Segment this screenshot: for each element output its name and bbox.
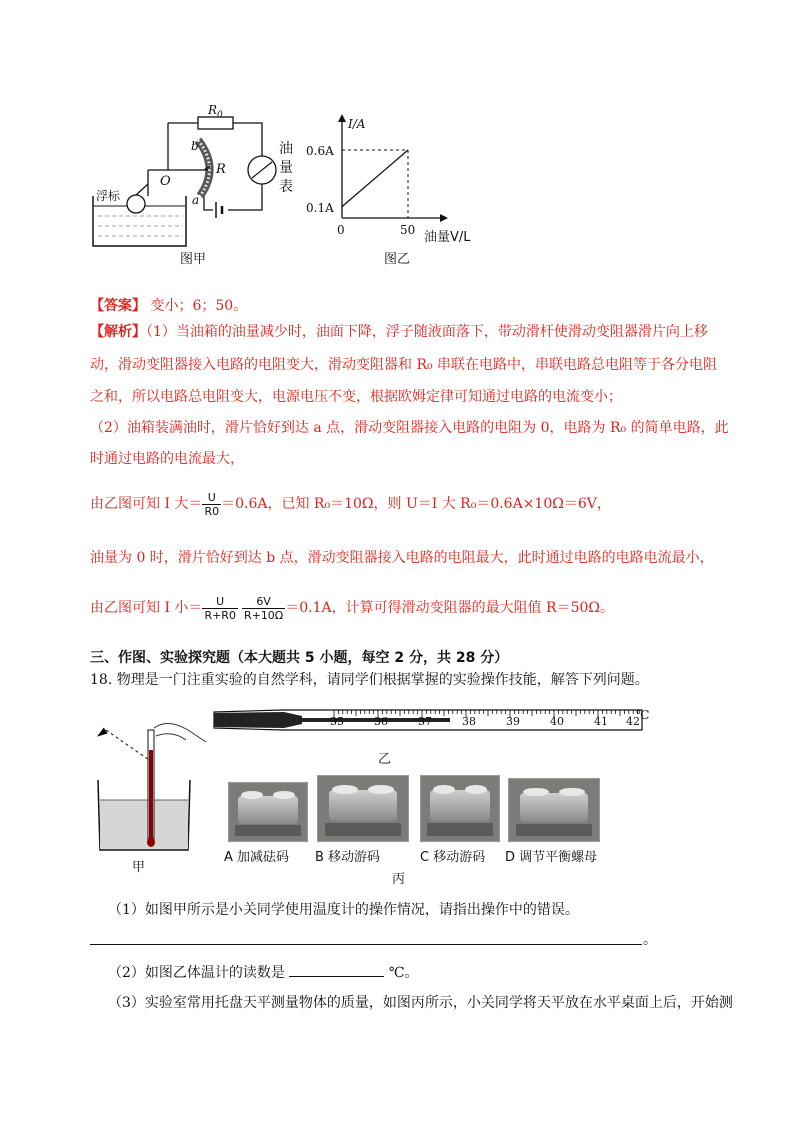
analysis-p1-l1: 【解析】（1）当油箱的油量减少时，油面下降，浮子随液面落下，带动滑杆使滑动变阻器滑片向上移 (90, 324, 708, 340)
q18-sub1-end: 。 (643, 932, 657, 948)
answer-tag: 【答案】 (90, 298, 146, 314)
analysis-p2-l2: 时通过电路的电流最大， (90, 451, 244, 467)
equation-1: 由乙图可知 I 大＝ $\frac{U}{R0}$ ＝0.6A，已知 R₀＝10Ω，则 U＝I 大 R₀＝0.6A×10Ω＝6V， (90, 490, 611, 518)
circuit-diagram (88, 98, 298, 268)
x-tick-50: 50 (400, 223, 416, 237)
answer-text: 变小；6；50。 (150, 298, 248, 314)
x-tick-0: 0 (337, 223, 345, 237)
q18-stem: 18. 物理是一门注重实验的自然学科，请同学们根据掌握的实验操作技能，解答下列问题。 (90, 672, 649, 688)
analysis-p1-l2: 动，滑动变阻器接入电路的电阻变大，滑动变阻器和 R₀ 串联在电路中，串联电路总电阻等于各分电阻 (90, 357, 718, 373)
answer-line (90, 296, 247, 316)
balance-photo-b (317, 775, 409, 842)
float-label: 浮标 (96, 189, 121, 203)
photo-label-b: B 移动游码 (315, 850, 381, 865)
series-line (342, 150, 408, 207)
a-label: a (192, 193, 200, 207)
analysis-p3: 油量为 0 时，滑片恰好到达 b 点，滑动变阻器接入电路的电阻最大，此时通过电路的电路电流最小， (90, 550, 714, 566)
q18-sub1-answer-line[interactable] (90, 944, 642, 945)
analysis-p1-l3: 之和，所以电路总电阻变大，电源电压不变，根据欧姆定律可知通过电路的电流变小； (90, 389, 622, 405)
analysis-p2-l1: （2）油箱装满油时，滑片恰好到达 a 点，滑动变阻器接入电路的电阻为 0，电路为 R₀ 的简单电路，此 (90, 420, 729, 436)
meter-label: 油 量 表 (279, 141, 293, 195)
photo-label-d: D 调节平衡螺母 (505, 850, 598, 865)
thermo-scale-labels: 35 36 37 38 39 40 41 42 (330, 715, 640, 728)
float-ball (127, 195, 145, 213)
thermo-unit: ℃ (636, 708, 650, 722)
q18-sub1: （1）如图甲所示是小关同学使用温度计的操作情况，请指出操作中的错误。 (108, 902, 579, 918)
q18-sub2: （2）如图乙体温计的读数是 ℃。 (108, 962, 419, 983)
q18-fig-yi-caption: 乙 (378, 752, 392, 767)
figure-jia-circuit (88, 98, 298, 268)
section-3-title: 三、作图、实验探究题（本大题共 5 小题，每空 2 分，共 28 分） (90, 650, 509, 666)
fraction-6v-over-sum: $\frac{6V}{R+10\Omega}$ (243, 594, 284, 622)
fig-jia-caption: 图甲 (180, 252, 207, 267)
balance-photo-a (228, 782, 308, 842)
q18-sub2-blank[interactable] (289, 962, 384, 977)
photo-label-a: A 加减砝码 (224, 850, 290, 865)
b-label: b (191, 139, 199, 153)
figure-yi-thermometer (212, 700, 652, 772)
y-axis-label: I/A (348, 117, 366, 131)
figure-jia-beaker (88, 710, 218, 880)
q18-sub3: （3）实验室常用托盘天平测量物体的质量，如图丙所示，小关同学将天平放在水平桌面上后，开始测 (108, 995, 733, 1011)
q18-fig-jia-caption: 甲 (132, 860, 146, 875)
fig-yi-caption: 图乙 (384, 252, 411, 267)
y-tick-bottom: 0.1A (306, 201, 334, 215)
r0-label: $R_0$ (208, 103, 223, 121)
figure-yi-graph (300, 108, 480, 268)
photo-label-c: C 移动游码 (420, 850, 486, 865)
balance-photo-d (508, 778, 600, 842)
q18-fig-bing-caption: 丙 (392, 872, 406, 887)
svg-text:◄: ◄ (92, 723, 111, 743)
y-tick-top: 0.6A (306, 144, 334, 158)
equation-2: 由乙图可知 I 小＝ $\frac{U}{R+R0}$ $\frac{6V}{R+10\Omega}$ ＝0.1A，计算可得滑动变阻器的最大阻值 R＝50Ω。 (90, 594, 615, 622)
fraction-u-over-r0: $\frac{U}{R0}$ (204, 490, 220, 518)
x-axis-label: 油量V/L (424, 230, 471, 245)
balance-photo-c (420, 775, 500, 842)
fraction-u-over-sum: $\frac{U}{R+R0}$ (204, 594, 236, 622)
o-label: O (160, 174, 171, 189)
r-label: R (216, 162, 226, 177)
